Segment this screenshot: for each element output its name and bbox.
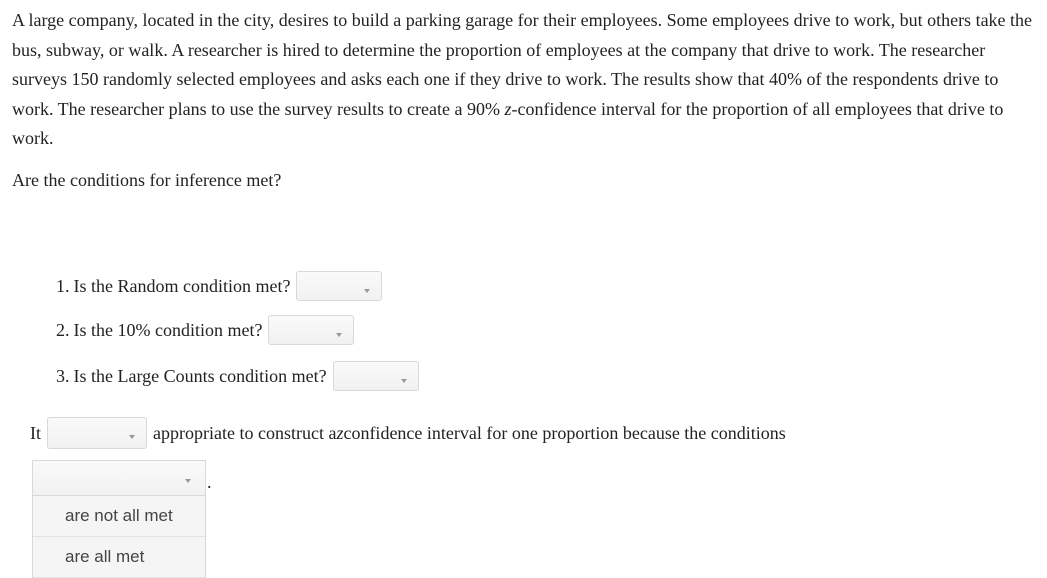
chevron-down-icon [364,289,370,293]
condition-label: Is the Random condition met? [73,275,291,296]
conclusion-sentence [30,416,786,450]
condition-large-counts-row [56,360,419,392]
chevron-down-icon [336,333,342,337]
condition-label: Is the 10% condition met? [73,319,263,340]
ten-percent-condition-dropdown[interactable] [268,315,354,345]
chevron-down-icon [185,479,191,483]
condition-random-row [56,270,382,302]
large-counts-condition-dropdown[interactable] [333,361,419,391]
condition-10pct-row [56,314,354,346]
conditions-met-dropdown[interactable] [32,460,206,578]
z-variable: z [504,98,512,119]
conclusion-text-1: appropriate to construct a [153,422,337,443]
option-all-met[interactable]: are all met [33,537,205,578]
conclusion-text-2: confidence interval for one proportion because the conditions [343,422,786,443]
condition-label: Is the Large Counts condition met? [73,365,327,386]
option-not-all-met[interactable]: are not all met [33,496,205,537]
condition-number: 1. [56,275,70,296]
problem-text-1: A large company, located in the city, desires to build a parking garage for their employees. Some employees drive to work, but others take the bus, subway, or walk. A researcher is hired to determine the proportion of employees at the company that drive to work. The researcher surveys 150 randomly selected employees and asks each one if they drive to work. The results show that 40% of the respondents drive to work. The researcher plans to use the survey results to create a 90% [12,10,1033,119]
random-condition-dropdown[interactable] [296,271,382,301]
condition-number: 2. [56,319,70,340]
problem-text-2: -confidence interval for the proportion of all employees that drive to work. [12,98,1004,149]
conclusion-prefix: It [30,422,41,443]
is-is-not-dropdown[interactable] [47,417,147,449]
condition-number: 3. [56,365,70,386]
chevron-down-icon [401,379,407,383]
conditions-met-dropdown-toggle[interactable] [33,461,205,496]
question-prompt: Are the conditions for inference met? [12,170,282,190]
problem-statement [12,6,1040,154]
sentence-period: . [207,472,212,492]
chevron-down-icon [129,435,135,439]
z-variable: z [336,422,344,443]
